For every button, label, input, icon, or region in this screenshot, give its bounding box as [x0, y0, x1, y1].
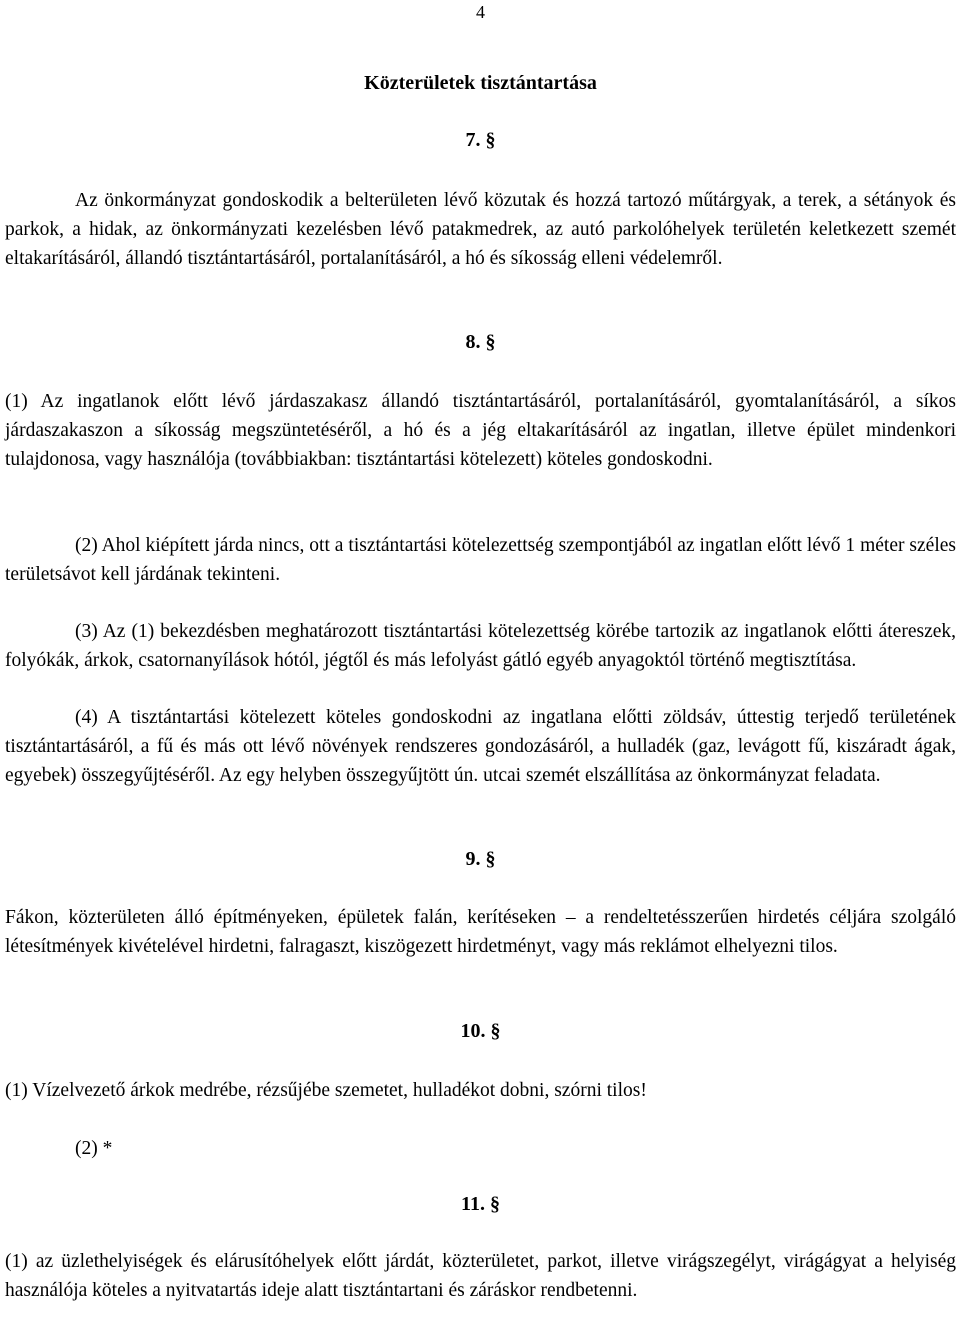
section-8-paragraph-4: (4) A tisztántartási kötelezett köteles gondoskodni az ingatlana előtti zöldsáv, úttestig terjedő területének tisztántartásáról, a fű és más ott lévő növények rendszeres gondozásáról, a hulladék (gaz, levágott fű, kiszáradt ágak, egyebek) összegyűjtéséről. Az egy helyben összegyűjtött ún. utcai szemét elszállítása az önkormányzat feladata.	[5, 707, 956, 786]
section-7-paragraph: Az önkormányzat gondoskodik a belterületen lévő közutak és hozzá tartozó műtárgyak, a terek, a sétányok és parkok, a hidak, az önkormányzati kezelésben lévő patakmedrek, az autó parkolóhelyek területén keletkezett szemét eltakarításáról, állandó tisztántartásáról, portalanításáról, a hó és síkosság elleni védelemről.	[5, 190, 956, 269]
section-8-paragraph-1: (1) Az ingatlanok előtt lévő járdaszakasz állandó tisztántartásáról, portalanításáról, gyomtalanításáról, a síkos járdaszakaszon a síkosság megszüntetéséről, a hó és a jég eltakarításáról az ingatlan, illetve épület mindenkori tulajdonosa, vagy használója (továbbiakban: tisztántartási kötelezett) köteles gondoskodni.	[5, 391, 956, 470]
section-heading-9: 9. §	[465, 848, 496, 870]
section-heading-11: 11. §	[461, 1193, 500, 1215]
section-11-paragraph: (1) az üzlethelyiségek és elárusítóhelyek előtt járdát, közterületet, parkot, illetve virágszegélyt, virágágyat a helyiség használója köteles a nyitvatartás ideje alatt tisztántartani és záráskor rendbetenni.	[5, 1251, 956, 1301]
page-number: 4	[476, 2, 485, 22]
section-9-paragraph: Fákon, közterületen álló építményeken, épületek falán, kerítéseken – a rendeltetésszerűen hirdetés céljára szolgáló létesítmények kivételével hirdetni, falragaszt, kiszögezett hirdetményt, vagy más reklámot elhelyezni tilos.	[5, 907, 956, 957]
section-10-paragraph-2: (2) *	[75, 1138, 113, 1159]
section-heading-7: 7. §	[465, 129, 496, 151]
document-title: Közterületek tisztántartása	[364, 72, 597, 94]
section-8-paragraph-2: (2) Ahol kiépített járda nincs, ott a tisztántartási kötelezettség szempontjából az ingatlan előtt lévő 1 méter széles területsávot kell járdának tekinteni.	[5, 535, 956, 585]
section-8-paragraph-3: (3) Az (1) bekezdésben meghatározott tisztántartási kötelezettség körébe tartozik az ingatlanok előtti átereszek, folyókák, árkok, csatornanyílások hótól, jégtől és más lefolyást gátló egyéb anyagoktól történő megtisztítása.	[5, 621, 956, 671]
section-heading-8: 8. §	[465, 331, 496, 353]
section-10-paragraph-1: (1) Vízelvezető árkok medrébe, rézsűjébe szemetet, hulladékot dobni, szórni tilos!	[5, 1080, 647, 1101]
section-heading-10: 10. §	[460, 1020, 501, 1042]
